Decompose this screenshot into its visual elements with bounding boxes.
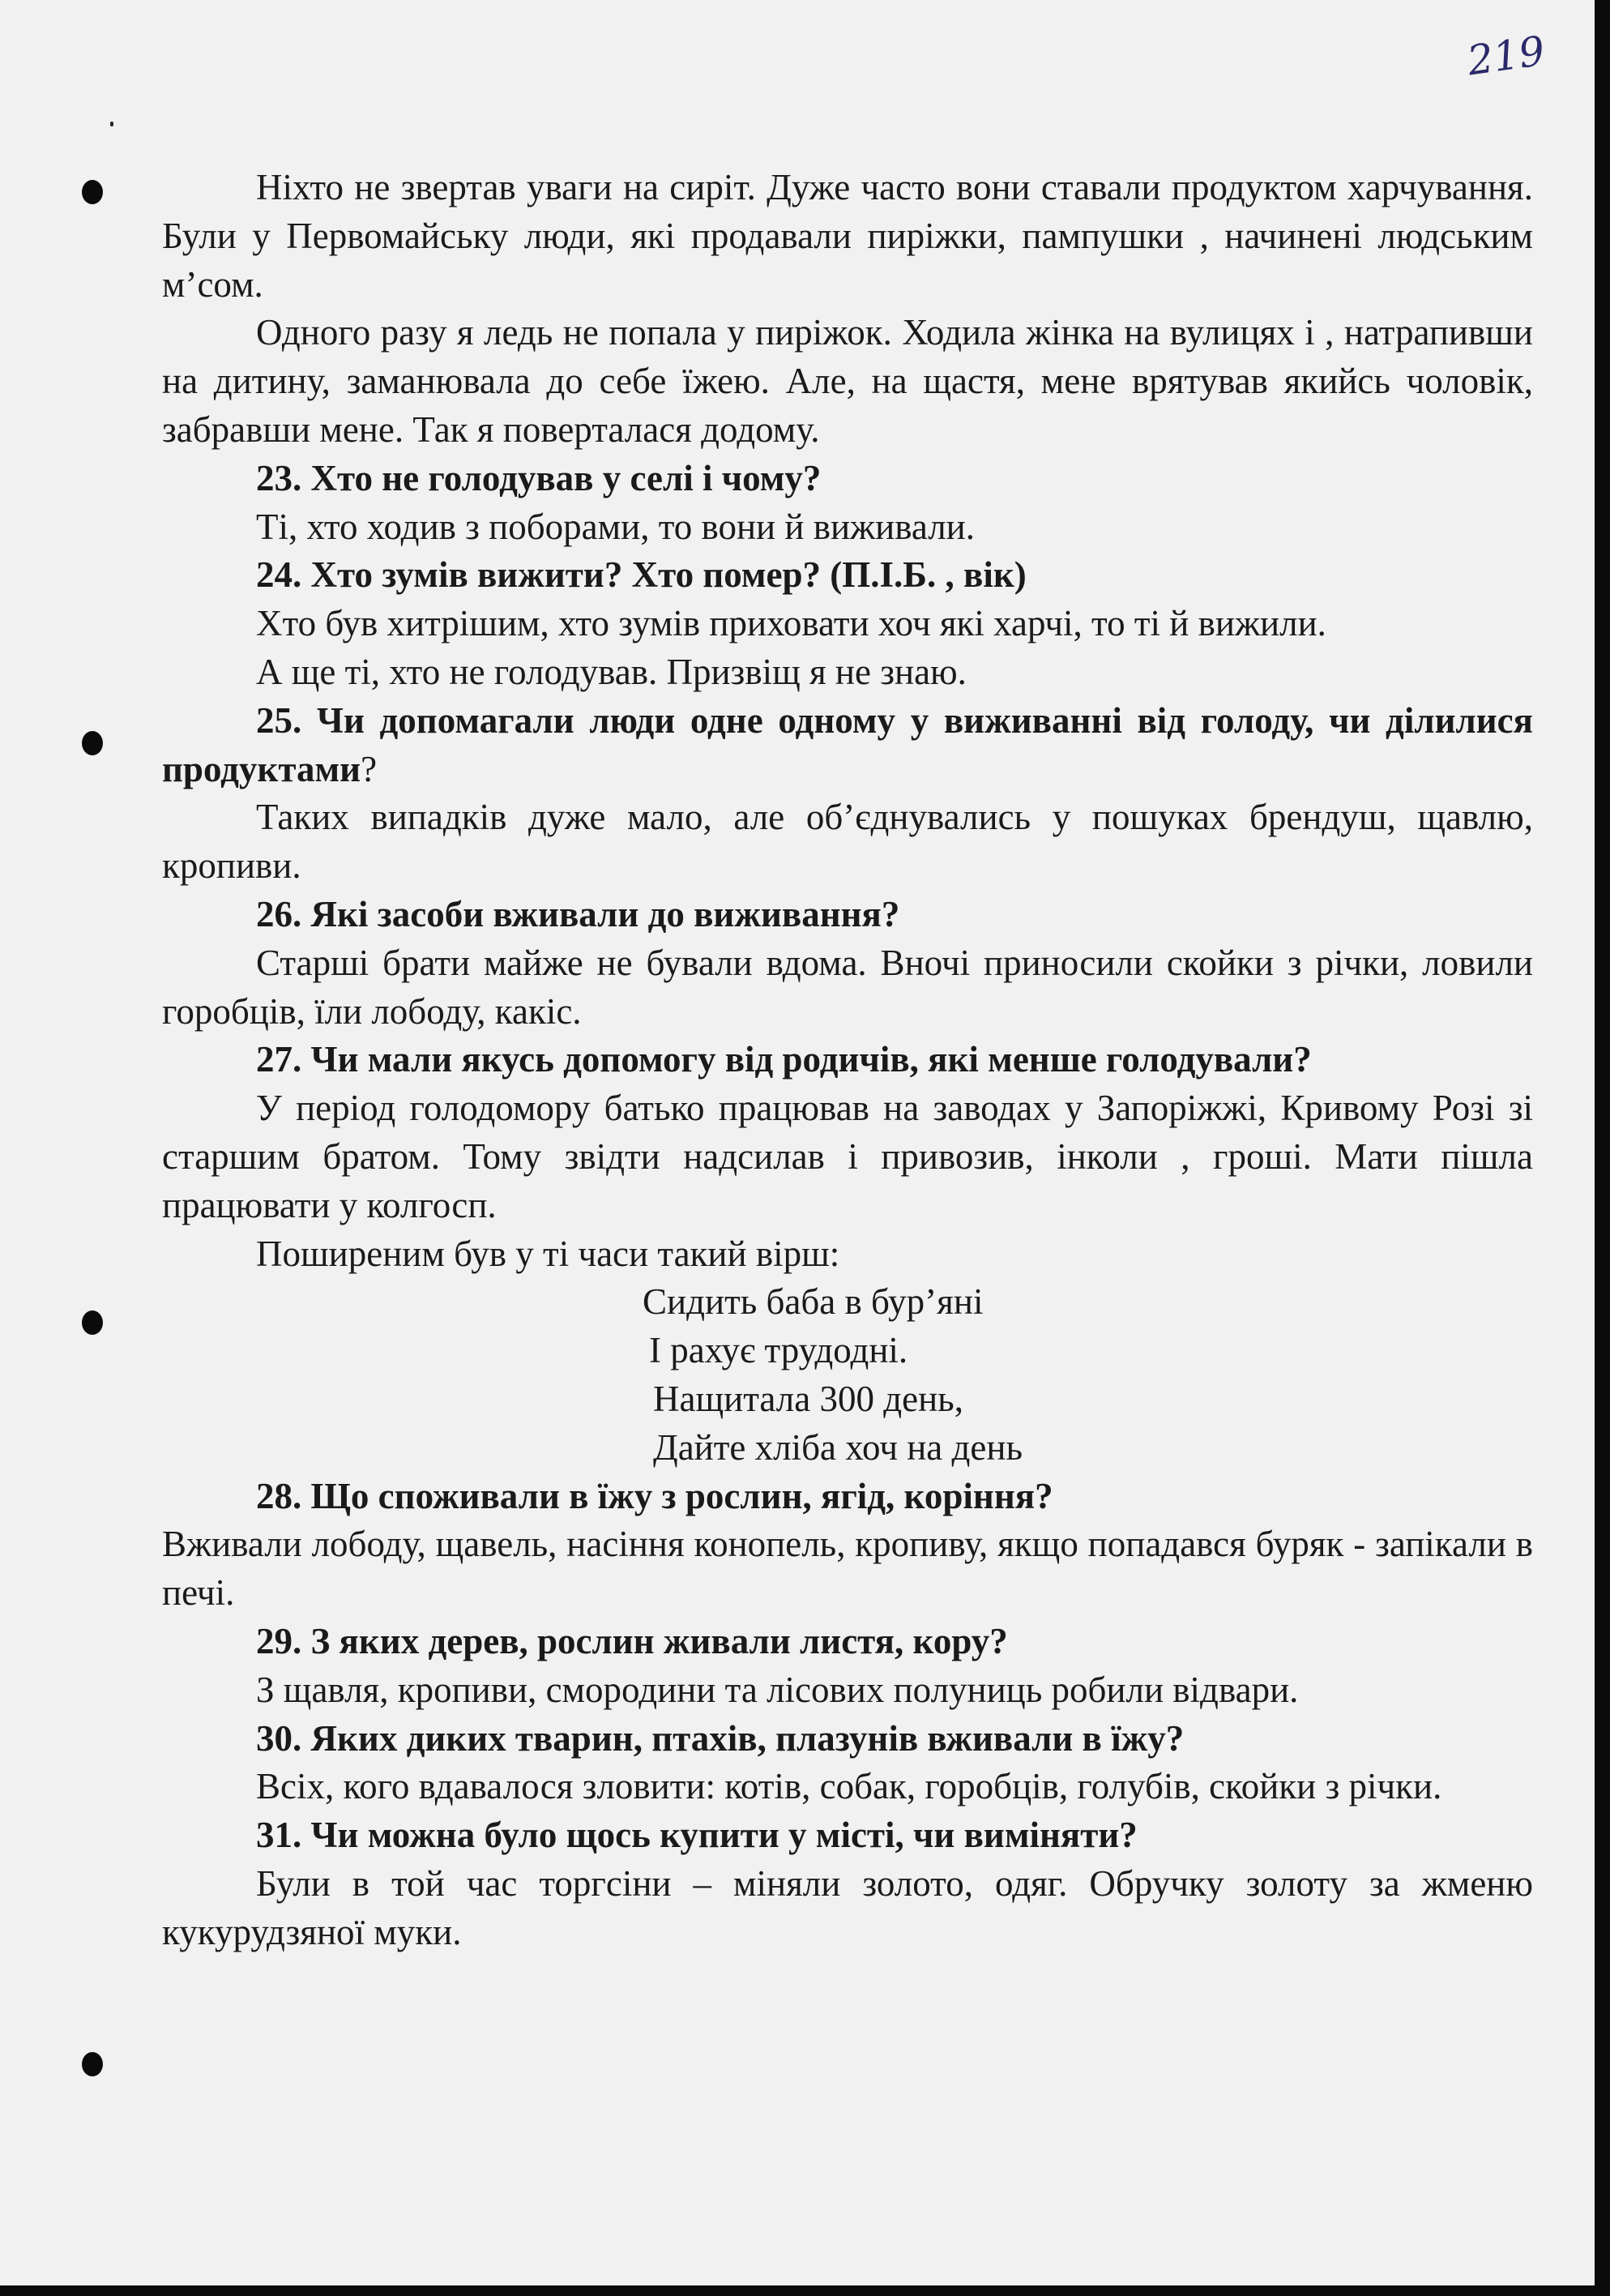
page-number: 219 [1463,27,1548,85]
answer-paragraph: Старші брати майже не бували вдома. Вночі приносили скойки з річки, ловили горобців, їли лободу, какіс. [162,942,1533,1032]
poem [162,1278,1533,1472]
question-text: 25. Чи допомагали люди одне одному у виживанні від голоду, чи ділилися продуктами [162,699,1533,789]
question-heading: 23. Хто не голодував у селі і чому? [256,457,822,498]
answer-paragraph: Таких випадків дуже мало, але об’єднувались у пошуках брендуш, щавлю, кропиви. [162,797,1533,887]
punch-hole [82,731,103,755]
punch-hole [82,1310,103,1335]
paragraph: Ніхто не звертав уваги на сиріт. Дуже часто вони ставали продуктом харчування. Були у Первомайську люди, які продавали пиріжки, пампушки , начинені людським м’сом. [162,167,1533,305]
question-heading: 31. Чи можна було щось купити у місті, чи виміняти? [256,1815,1138,1856]
punch-hole [82,2052,103,2076]
question-heading: 26. Які засоби вживали до виживання? [256,893,900,934]
answer-paragraph: Ті, хто ходив з поборами, то вони й виживали. [256,506,976,547]
answer-paragraph: З щавля, кропиви, смородини та лісових полуниць робили відвари. [256,1669,1299,1710]
answer-paragraph: А ще ті, хто не голодував. Призвіщ я не знаю. [256,651,967,692]
poem-line: Сидить баба в бур’яні [643,1281,984,1323]
answer-paragraph: Всіх, кого вдавалося зловити: котів, собак, горобців, голубів, скойки з річки. [256,1766,1442,1807]
question-heading: 27. Чи мали якусь допомогу від родичів, які менше голодували? [256,1039,1312,1080]
punch-hole [82,180,103,204]
question-heading [162,697,1533,794]
question-heading: 29. З яких дерев, рослин живали листя, кору? [256,1620,1008,1661]
answer-paragraph: У період голодомору батько працював на заводах у Запоріжжі, Кривому Розі зі старшим братом. Тому звідти надсилав і привозив, інколи , гроші. Мати пішла працювати у колгосп. [162,1088,1533,1225]
answer-paragraph: Були в той час торгсіни – міняли золото, одяг. Обручку золоту за жменю кукурудзяної муки. [162,1862,1533,1952]
paragraph: Одного разу я ледь не попала у пиріжок. Ходила жінка на вулицях і , натрапивши на дитину, заманювала до себе їжею. Але, на щастя, мене врятував якийсь чоловік, забравши мене. Так я поверталася додому. [162,312,1533,450]
question-mark: ? [361,748,378,789]
answer-paragraph: Поширеним був у ті часи такий вірш: [256,1233,840,1274]
answer-paragraph: Вживали лободу, щавель, насіння конопель, кропиву, якщо попадався буряк - запікали в печі. [162,1524,1533,1614]
question-heading: 28. Що споживали в їжу з рослин, ягід, коріння? [256,1475,1053,1516]
poem-line: Дайте хліба хоч на день [653,1426,1023,1468]
poem-line: І рахує трудодні. [649,1330,908,1371]
question-heading: 30. Яких диких тварин, птахів, плазунів вживали в їжу? [256,1717,1185,1759]
poem-line: Нащитала 300 день, [653,1378,963,1419]
answer-paragraph: Хто був хитрішим, хто зумів приховати хоч які харчі, то ті й вижили. [256,603,1326,644]
question-heading: 24. Хто зумів вижити? Хто помер? (П.І.Б. , вік) [256,554,1027,596]
speck [110,122,113,126]
document-text [162,164,1533,1956]
